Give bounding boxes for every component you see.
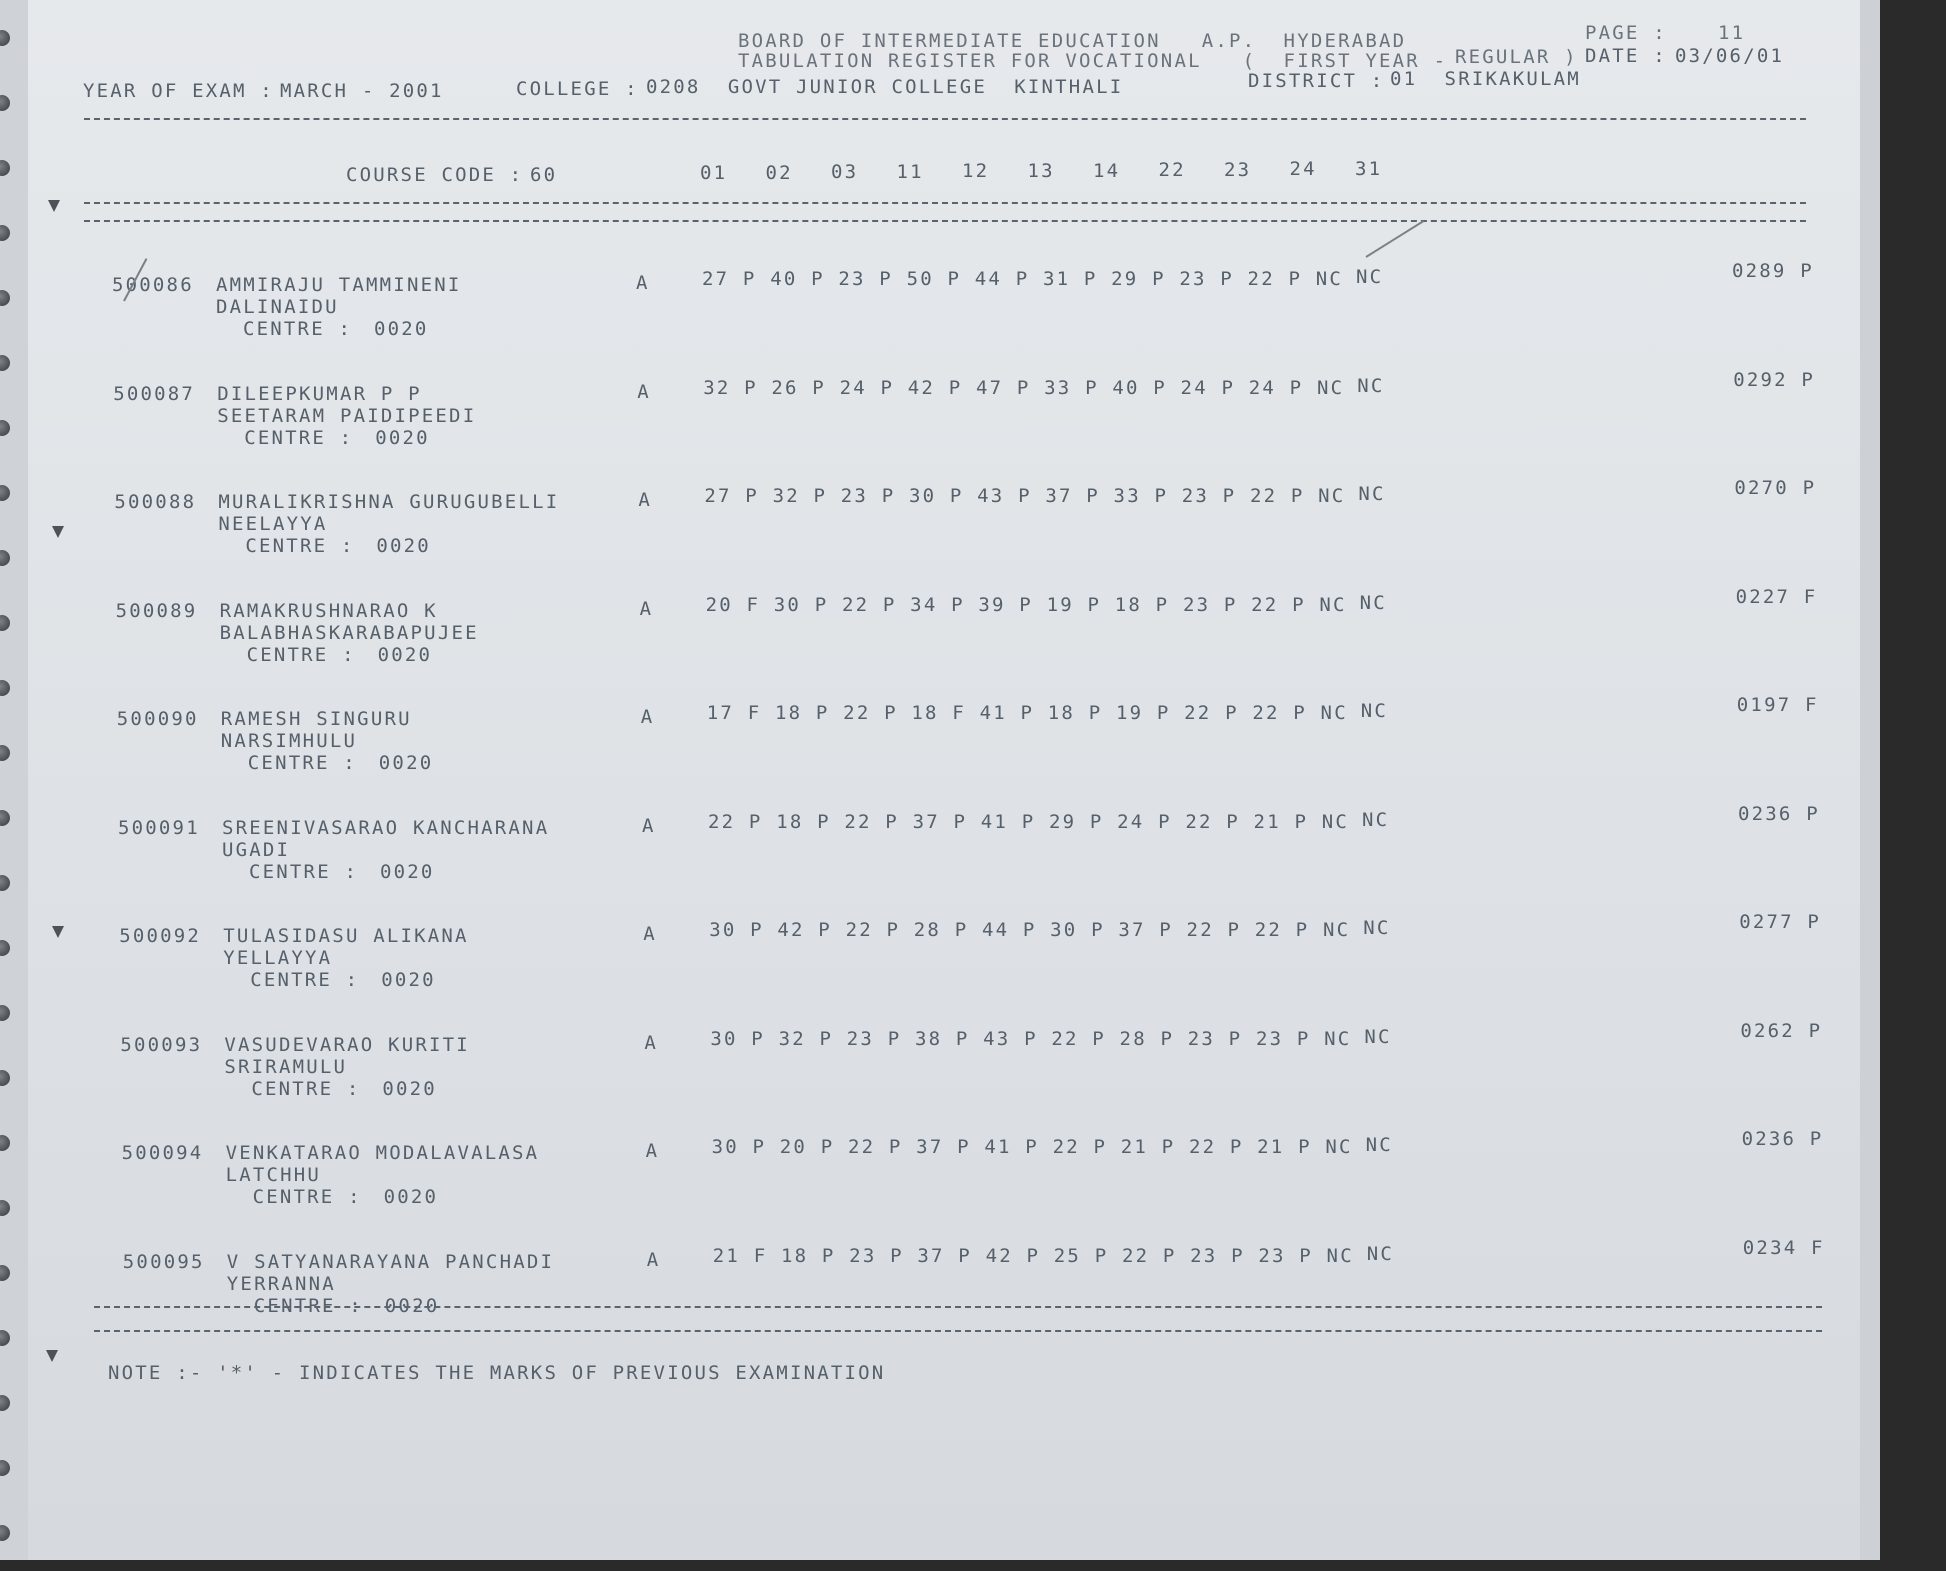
hall-ticket-number: 500091 xyxy=(118,816,200,839)
subject-marks: 30 P 42 P 22 P 28 P 44 P 30 P 37 P 22 P 22 P NC xyxy=(709,919,1351,941)
grade: A xyxy=(640,706,655,728)
hall-ticket-number: 500094 xyxy=(121,1142,204,1164)
centre-label: CENTRE : xyxy=(245,535,355,557)
binding-marker xyxy=(46,1350,58,1362)
divider-bottom-1 xyxy=(94,1306,1822,1308)
binding-marker xyxy=(52,926,64,938)
nc-marker: NC xyxy=(1364,1025,1392,1048)
subject-code: 23 xyxy=(1224,158,1252,181)
grade: A xyxy=(645,1140,660,1162)
subject-marks: 27 P 32 P 23 P 30 P 43 P 37 P 33 P 23 P 22 P NC xyxy=(704,485,1346,507)
note-text: NOTE :- '*' - INDICATES THE MARKS OF PREVIOUS EXAMINATION xyxy=(108,1362,886,1384)
student-name-line2: NEELAYYA xyxy=(218,513,328,535)
district-label: DISTRICT : xyxy=(1248,70,1385,92)
date-label: DATE : xyxy=(1585,45,1667,67)
hall-ticket-number: 500087 xyxy=(113,382,196,405)
register-title: TABULATION REGISTER FOR VOCATIONAL ( FIRST YEAR - xyxy=(738,50,1448,72)
student-name: SREENIVASARAO KANCHARANA xyxy=(222,816,550,839)
subject-marks: 32 P 26 P 24 P 42 P 47 P 33 P 40 P 24 P 24 P NC xyxy=(703,376,1345,399)
nc-marker: NC xyxy=(1360,700,1389,722)
student-name-line2: SRIRAMULU xyxy=(224,1055,348,1078)
nc-marker: NC xyxy=(1356,266,1384,288)
student-name: DILEEPKUMAR P P xyxy=(217,382,422,405)
divider-columns-top xyxy=(84,202,1806,204)
grade: A xyxy=(636,272,650,294)
college-value: 0208 GOVT JUNIOR COLLEGE KINTHALI xyxy=(646,76,1124,98)
hall-ticket-number: 500089 xyxy=(115,599,198,622)
grade: A xyxy=(637,380,651,403)
student-name-line2: YERRANNA xyxy=(226,1272,336,1295)
total-result: 0270 P xyxy=(1734,477,1817,499)
divider-columns-bottom xyxy=(84,220,1806,222)
centre-label: CENTRE : xyxy=(252,1186,362,1208)
binding-marker xyxy=(48,200,60,212)
student-name-line2: BALABHASKARABAPUJEE xyxy=(219,621,479,644)
total-result: 0277 P xyxy=(1739,911,1822,933)
nc-marker: NC xyxy=(1366,1242,1395,1265)
student-name-line2: LATCHHU xyxy=(225,1164,322,1186)
hall-ticket-number: 500092 xyxy=(119,925,202,947)
total-result: 0289 P xyxy=(1732,260,1814,282)
grade: A xyxy=(646,1248,661,1271)
hall-ticket-number: 500093 xyxy=(120,1033,203,1056)
subject-code: 03 xyxy=(831,161,859,184)
centre-code: 0020 xyxy=(384,1294,440,1317)
centre-label: CENTRE : xyxy=(249,860,359,883)
subject-code: 31 xyxy=(1355,158,1383,180)
subject-code: 24 xyxy=(1289,158,1317,181)
total-result: 0197 F xyxy=(1736,694,1819,716)
subject-marks: 20 F 30 P 22 P 34 P 39 P 19 P 18 P 23 P 22 P NC xyxy=(705,593,1347,616)
divider-bottom-2 xyxy=(94,1330,1822,1332)
total-result: 0236 P xyxy=(1738,802,1820,825)
subject-code: 12 xyxy=(962,160,990,183)
page-label: PAGE : xyxy=(1585,22,1667,44)
total-result: 0236 P xyxy=(1741,1128,1824,1150)
college-label: COLLEGE : xyxy=(516,78,639,100)
pencil-check-mark xyxy=(1365,220,1424,258)
nc-marker: NC xyxy=(1365,1134,1393,1156)
centre-code: 0020 xyxy=(376,535,431,557)
subject-code: 01 xyxy=(700,162,728,184)
student-name: AMMIRAJU TAMMINENI xyxy=(216,274,462,296)
grade: A xyxy=(639,597,654,620)
total-result: 0292 P xyxy=(1733,368,1816,391)
centre-label: CENTRE : xyxy=(253,1294,363,1317)
centre-label: CENTRE : xyxy=(246,643,356,666)
year-value: MARCH - 2001 xyxy=(280,80,444,102)
subject-code: 22 xyxy=(1158,159,1186,182)
nc-marker: NC xyxy=(1363,917,1391,939)
student-name: V SATYANARAYANA PANCHADI xyxy=(226,1250,555,1273)
year-label: YEAR OF EXAM : xyxy=(83,80,274,102)
centre-label: CENTRE : xyxy=(251,1077,361,1100)
page-number: 11 xyxy=(1718,22,1746,44)
subject-code: 13 xyxy=(1027,160,1055,182)
student-name: RAMESH SINGURU xyxy=(220,708,412,730)
grade: A xyxy=(644,1031,659,1054)
student-name: MURALIKRISHNA GURUGUBELLI xyxy=(218,491,560,513)
regular-label: REGULAR ) xyxy=(1455,46,1578,68)
course-code-value: 60 xyxy=(530,164,558,186)
nc-marker: NC xyxy=(1362,808,1390,831)
subject-marks: 22 P 18 P 22 P 37 P 41 P 29 P 24 P 22 P 21 P NC xyxy=(708,810,1350,833)
subject-marks: 30 P 32 P 23 P 38 P 43 P 22 P 28 P 23 P 23 P NC xyxy=(710,1027,1352,1050)
subject-code: 14 xyxy=(1093,159,1121,182)
grade: A xyxy=(642,814,656,837)
hall-ticket-number: 500086 xyxy=(112,274,194,296)
hall-ticket-number: 500090 xyxy=(116,708,199,730)
subject-code: 11 xyxy=(896,160,924,183)
student-name-line2: DALINAIDU xyxy=(216,296,339,318)
subject-marks: 17 F 18 P 22 P 18 F 41 P 18 P 19 P 22 P 22 P NC xyxy=(706,702,1348,724)
total-result: 0234 F xyxy=(1742,1236,1825,1259)
subject-marks: 30 P 20 P 22 P 37 P 41 P 22 P 21 P 22 P 21 P NC xyxy=(711,1136,1353,1158)
subject-marks: 21 F 18 P 23 P 37 P 42 P 25 P 22 P 23 P 23 P NC xyxy=(712,1244,1354,1267)
student-name-line2: SEETARAM PAIDIPEEDI xyxy=(217,404,477,427)
total-result: 0227 F xyxy=(1735,585,1818,608)
student-name-line2: UGADI xyxy=(222,838,291,861)
centre-code: 0020 xyxy=(375,426,430,449)
grade: A xyxy=(643,923,657,945)
centre-label: CENTRE : xyxy=(244,426,354,449)
course-code-label: COURSE CODE : xyxy=(346,164,524,186)
total-result: 0262 P xyxy=(1740,1019,1823,1042)
centre-code: 0020 xyxy=(380,860,435,883)
date-value: 03/06/01 xyxy=(1675,45,1785,67)
divider-top xyxy=(84,118,1806,120)
centre-label: CENTRE : xyxy=(250,969,360,991)
student-name-line2: NARSIMHULU xyxy=(220,730,358,752)
grade: A xyxy=(638,489,653,511)
subject-marks: 27 P 40 P 23 P 50 P 44 P 31 P 29 P 23 P 22 P NC xyxy=(702,268,1344,290)
centre-code: 0020 xyxy=(381,969,436,991)
centre-code: 0020 xyxy=(377,643,433,666)
board-title: BOARD OF INTERMEDIATE EDUCATION A.P. HYDERABAD xyxy=(738,30,1407,52)
centre-label: CENTRE : xyxy=(243,318,353,340)
nc-marker: NC xyxy=(1359,591,1387,614)
centre-code: 0020 xyxy=(374,318,429,340)
centre-code: 0020 xyxy=(382,1077,437,1100)
centre-code: 0020 xyxy=(383,1186,439,1208)
student-name: VASUDEVARAO KURITI xyxy=(224,1033,470,1056)
student-name: VENKATARAO MODALAVALASA xyxy=(225,1142,540,1164)
hall-ticket-number: 500088 xyxy=(114,491,197,513)
district-value: 01 SRIKAKULAM xyxy=(1390,68,1581,90)
binding-marker xyxy=(52,526,64,538)
right-tractor-strip xyxy=(1860,0,1880,1560)
nc-marker: NC xyxy=(1357,374,1385,397)
centre-label: CENTRE : xyxy=(247,752,357,774)
student-name: TULASIDASU ALIKANA xyxy=(223,925,469,947)
nc-marker: NC xyxy=(1358,483,1386,505)
student-name-line2: YELLAYYA xyxy=(223,947,333,969)
student-name: RAMAKRUSHNARAO K xyxy=(219,599,438,622)
centre-code: 0020 xyxy=(378,752,434,774)
hall-ticket-number: 500095 xyxy=(122,1250,205,1273)
subject-code: 02 xyxy=(765,161,793,184)
